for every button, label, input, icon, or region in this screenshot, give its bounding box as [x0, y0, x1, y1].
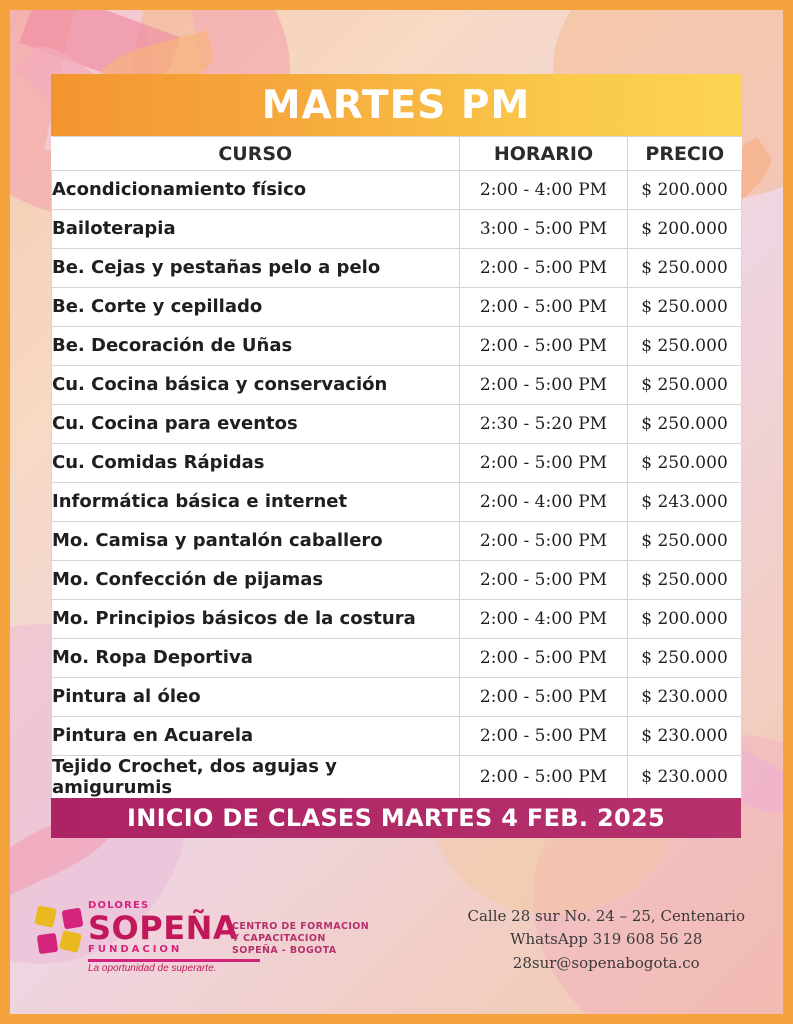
cell-horario: 2:00 - 4:00 PM — [460, 171, 628, 210]
cell-precio: $ 250.000 — [628, 405, 742, 444]
center-line-2: Y CAPACITACION — [232, 932, 326, 944]
cell-curso: Mo. Confección de pijamas — [52, 561, 460, 600]
cell-horario: 2:00 - 5:00 PM — [460, 639, 628, 678]
cell-curso: Be. Corte y cepillado — [52, 288, 460, 327]
table-row — [52, 756, 742, 799]
cell-horario: 2:00 - 5:00 PM — [460, 444, 628, 483]
schedule-table — [51, 136, 742, 798]
table-row — [52, 483, 742, 522]
cell-curso: Cu. Comidas Rápidas — [52, 444, 460, 483]
cell-precio: $ 243.000 — [628, 483, 742, 522]
cell-horario: 2:00 - 5:00 PM — [460, 717, 628, 756]
schedule-card — [51, 74, 741, 838]
cell-horario: 2:00 - 5:00 PM — [460, 288, 628, 327]
cell-horario: 2:00 - 5:00 PM — [460, 522, 628, 561]
table-row — [52, 366, 742, 405]
column-header-horario: HORARIO — [460, 137, 628, 171]
cell-precio: $ 230.000 — [628, 678, 742, 717]
column-header-precio: PRECIO — [628, 137, 742, 171]
center-line-3: SOPEÑA - BOGOTA — [232, 944, 337, 956]
logo-divider — [88, 959, 260, 962]
table-row — [52, 561, 742, 600]
center-line-1: CENTRO DE FORMACION — [232, 921, 370, 932]
table-row — [52, 249, 742, 288]
cell-curso: Mo. Ropa Deportiva — [52, 639, 460, 678]
cell-precio: $ 230.000 — [628, 756, 742, 799]
cell-horario: 2:00 - 5:00 PM — [460, 678, 628, 717]
cell-precio: $ 250.000 — [628, 288, 742, 327]
logo-top-line: DOLORES — [88, 900, 150, 911]
center-name-block — [232, 921, 369, 957]
cell-precio: $ 250.000 — [628, 249, 742, 288]
table-row — [52, 288, 742, 327]
table-row — [52, 405, 742, 444]
poster-footer — [0, 897, 793, 1002]
cell-precio: $ 200.000 — [628, 171, 742, 210]
cell-precio: $ 250.000 — [628, 522, 742, 561]
table-row — [52, 327, 742, 366]
table-row — [52, 600, 742, 639]
logo-name: SOPEÑA — [88, 909, 239, 947]
table-header-row — [52, 137, 742, 171]
contact-address: Calle 28 sur No. 24 – 25, Centenario — [467, 907, 745, 925]
table-row — [52, 639, 742, 678]
cell-curso: Mo. Principios básicos de la costura — [52, 600, 460, 639]
cell-curso: Pintura al óleo — [52, 678, 460, 717]
cell-curso: Mo. Camisa y pantalón caballero — [52, 522, 460, 561]
cell-curso: Acondicionamiento físico — [52, 171, 460, 210]
cell-precio: $ 250.000 — [628, 561, 742, 600]
cell-curso: Cu. Cocina básica y conservación — [52, 366, 460, 405]
cell-horario: 2:00 - 5:00 PM — [460, 756, 628, 799]
page-title: MARTES PM — [261, 82, 531, 128]
cell-precio: $ 250.000 — [628, 444, 742, 483]
contact-email: 28sur@sopenabogota.co — [512, 953, 700, 972]
logo-tagline: La oportunidad de superarte. — [88, 963, 217, 974]
cell-horario: 2:00 - 4:00 PM — [460, 483, 628, 522]
cell-curso: Be. Cejas y pestañas pelo a pelo — [52, 249, 460, 288]
cell-horario: 2:30 - 5:20 PM — [460, 405, 628, 444]
start-date-banner — [51, 798, 741, 838]
table-row — [52, 171, 742, 210]
poster-title-bar — [51, 74, 741, 136]
cell-horario: 3:00 - 5:00 PM — [460, 210, 628, 249]
cell-curso: Informática básica e internet — [52, 483, 460, 522]
cell-horario: 2:00 - 5:00 PM — [460, 327, 628, 366]
table-body — [52, 171, 742, 799]
column-header-curso: CURSO — [52, 137, 460, 171]
cell-precio: $ 250.000 — [628, 327, 742, 366]
contact-whatsapp: WhatsApp 319 608 56 28 — [510, 930, 703, 949]
cell-horario: 2:00 - 4:00 PM — [460, 600, 628, 639]
cell-horario: 2:00 - 5:00 PM — [460, 561, 628, 600]
cell-curso: Be. Decoración de Uñas — [52, 327, 460, 366]
organization-logo — [36, 901, 260, 974]
flower-logo-icon — [36, 907, 82, 953]
logo-sub-line: FUNDACION — [88, 944, 183, 955]
table-row — [52, 678, 742, 717]
cell-curso: Tejido Crochet, dos agujas y amigurumis — [52, 756, 460, 799]
table-header — [52, 137, 742, 171]
cell-precio: $ 230.000 — [628, 717, 742, 756]
cell-curso: Pintura en Acuarela — [52, 717, 460, 756]
cell-precio: $ 250.000 — [628, 366, 742, 405]
start-date-text: INICIO DE CLASES MARTES 4 FEB. 2025 — [127, 804, 665, 833]
contact-info — [467, 905, 745, 975]
table-row — [52, 717, 742, 756]
cell-horario: 2:00 - 5:00 PM — [460, 366, 628, 405]
cell-precio: $ 200.000 — [628, 210, 742, 249]
table-row — [52, 444, 742, 483]
cell-horario: 2:00 - 5:00 PM — [460, 249, 628, 288]
table-row — [52, 210, 742, 249]
table-row — [52, 522, 742, 561]
cell-precio: $ 200.000 — [628, 600, 742, 639]
cell-curso: Cu. Cocina para eventos — [52, 405, 460, 444]
cell-precio: $ 250.000 — [628, 639, 742, 678]
cell-curso: Bailoterapia — [52, 210, 460, 249]
